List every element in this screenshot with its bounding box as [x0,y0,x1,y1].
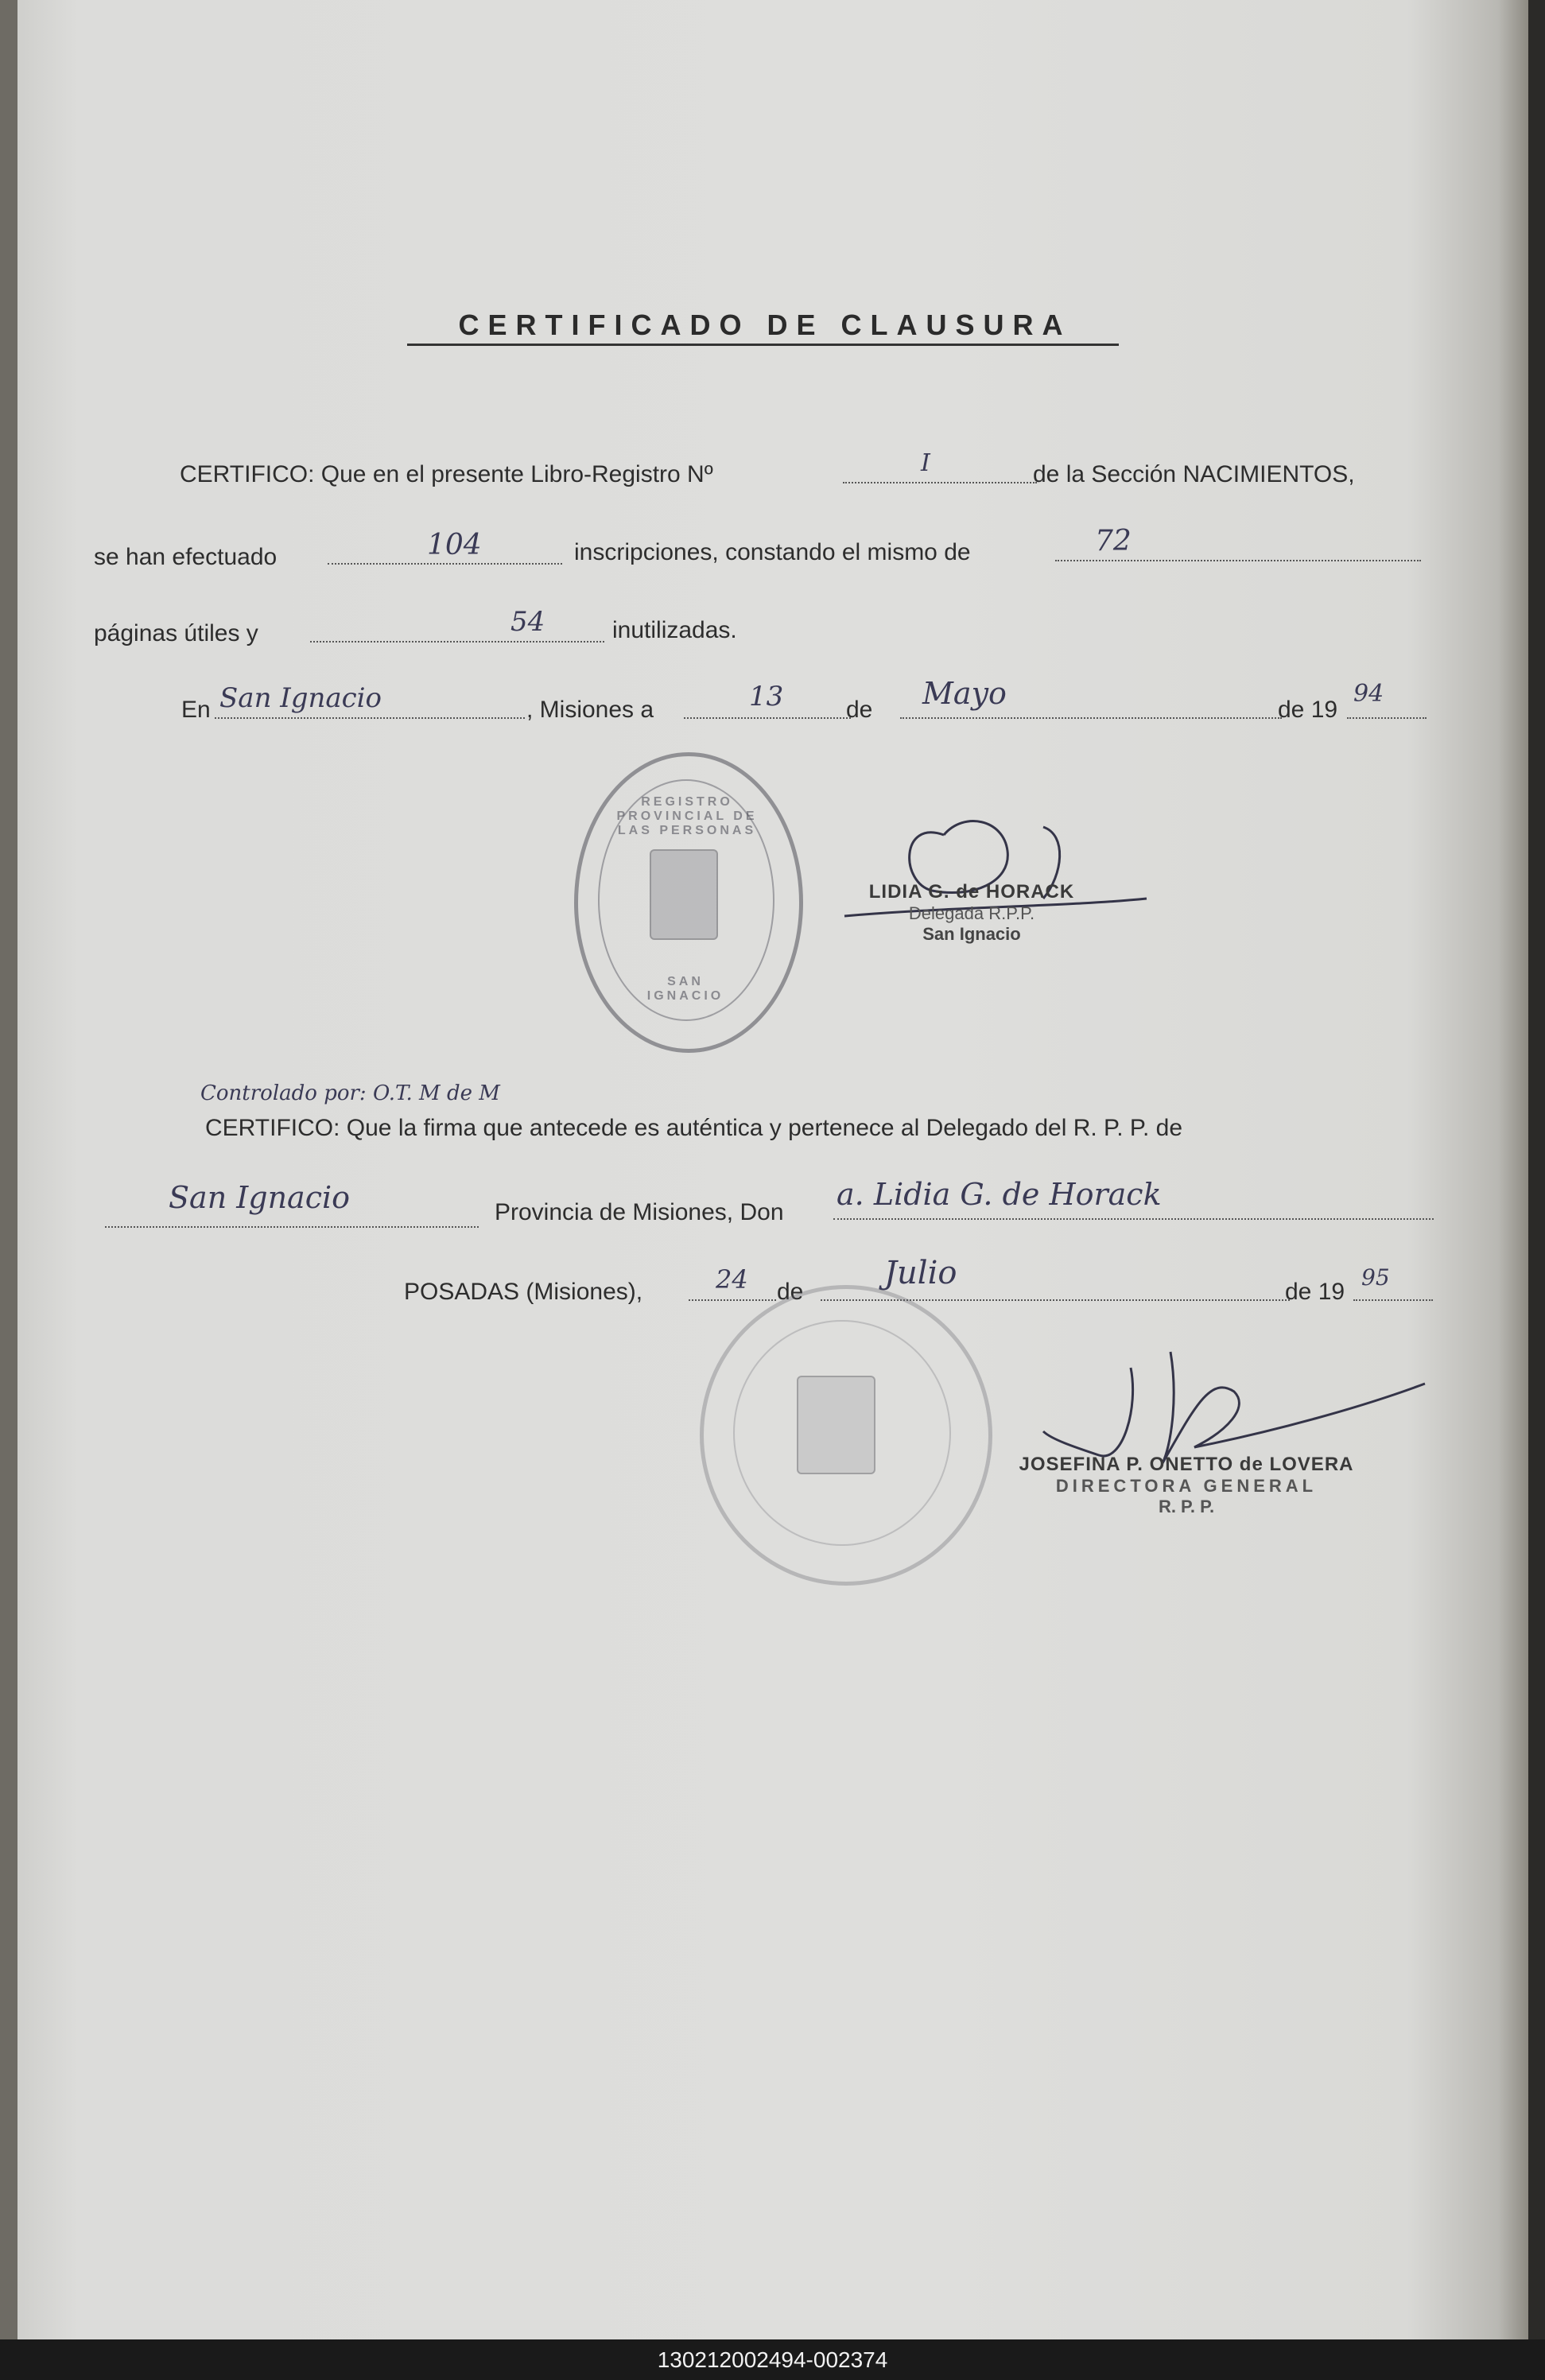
s1-line1-text-b: de la Sección NACIMIENTOS, [1033,461,1355,487]
s2-line3-text: POSADAS (Misiones), [404,1279,643,1305]
s1-line3-text: páginas útiles y [94,620,258,646]
inscripciones-handwritten: 104 [427,529,482,561]
s1-line4-text-b: , Misiones a [526,697,654,723]
document-title: CERTIFICADO DE CLAUSURA [458,309,1072,341]
controlado-note: Controlado por: O.T. M de M [200,1081,500,1105]
mes-handwritten: Mayo [922,676,1007,711]
s2-line3-text-c: de 19 [1285,1279,1345,1305]
book-binding-edge [0,0,17,2339]
stamp-text-bottom: SAN IGNACIO [646,975,724,1003]
s2-don-dots [833,1217,1434,1220]
s2-lugar-handwritten: San Ignacio [169,1180,351,1215]
signature2-block [988,1454,1385,1517]
paginas-handwritten: 72 [1095,525,1132,557]
s1-line4-text-c: de [846,697,873,723]
mes-dots [900,716,1282,719]
s2-lugar-dots [105,1225,479,1228]
s2-anio-handwritten: 95 [1361,1264,1390,1291]
dia-dots-line [684,716,851,719]
title-underline [407,344,1119,346]
inutilizadas-dots [310,639,604,643]
s1-line4-text-d: de 19 [1278,697,1338,723]
s2-mes-handwritten: Julio [884,1255,957,1291]
stamp-text-top: REGISTRO PROVINCIAL DE LAS PERSONAS [616,795,758,837]
signature1-place: San Ignacio [922,924,1021,944]
dia-handwritten: 13 [749,681,784,712]
s2-line2-text: Provincia de Misiones, Don [495,1199,784,1225]
s1-line3-text-b: inutilizadas. [612,617,737,643]
s2-don-handwritten: a. Lidia G. de Horack [837,1177,1162,1212]
s2-line3-text-b: de [777,1279,804,1305]
inutilizadas-handwritten: 54 [510,606,545,638]
signature2-name: JOSEFINA P. ONETTO de LOVERA [1019,1454,1354,1475]
inscripciones-dots [328,561,562,565]
anio-handwritten: 94 [1353,680,1384,708]
s1-line2-text: se han efectuado [94,544,278,570]
signature1-block [852,881,1091,945]
signature1-role: Delegada R.P.P. [908,903,1035,923]
coat-of-arms-icon-2 [797,1376,875,1474]
coat-of-arms-icon [650,849,718,940]
signature1-name: LIDIA G. de HORACK [868,881,1075,903]
s2-anio-dots [1353,1298,1433,1301]
signature2-org: R. P. P. [1158,1497,1215,1516]
signature2-role: DIRECTORA GENERAL [1055,1476,1318,1496]
anio-dots [1347,716,1427,719]
s1-line1-text: CERTIFICO: Que en el presente Libro-Registro Nº [180,461,713,487]
libro-dots [843,480,1037,483]
s2-dia-dots [689,1298,776,1301]
s1-line4-text: En [181,697,211,723]
scan-id-footer: 130212002494-002374 [0,2339,1545,2380]
s2-line1-text: CERTIFICO: Que la firma que antecede es auténtica y pertenece al Delegado del R. P. P. de [205,1115,1183,1141]
libro-no-handwritten: I [921,449,930,477]
s1-line2-text-b: inscripciones, constando el mismo de [574,539,971,565]
certificate-page [17,0,1528,2339]
s2-dia-handwritten: 24 [716,1264,748,1295]
lugar-dots [215,716,525,719]
paginas-dots [1055,558,1421,561]
lugar-handwritten: San Ignacio [219,682,382,714]
